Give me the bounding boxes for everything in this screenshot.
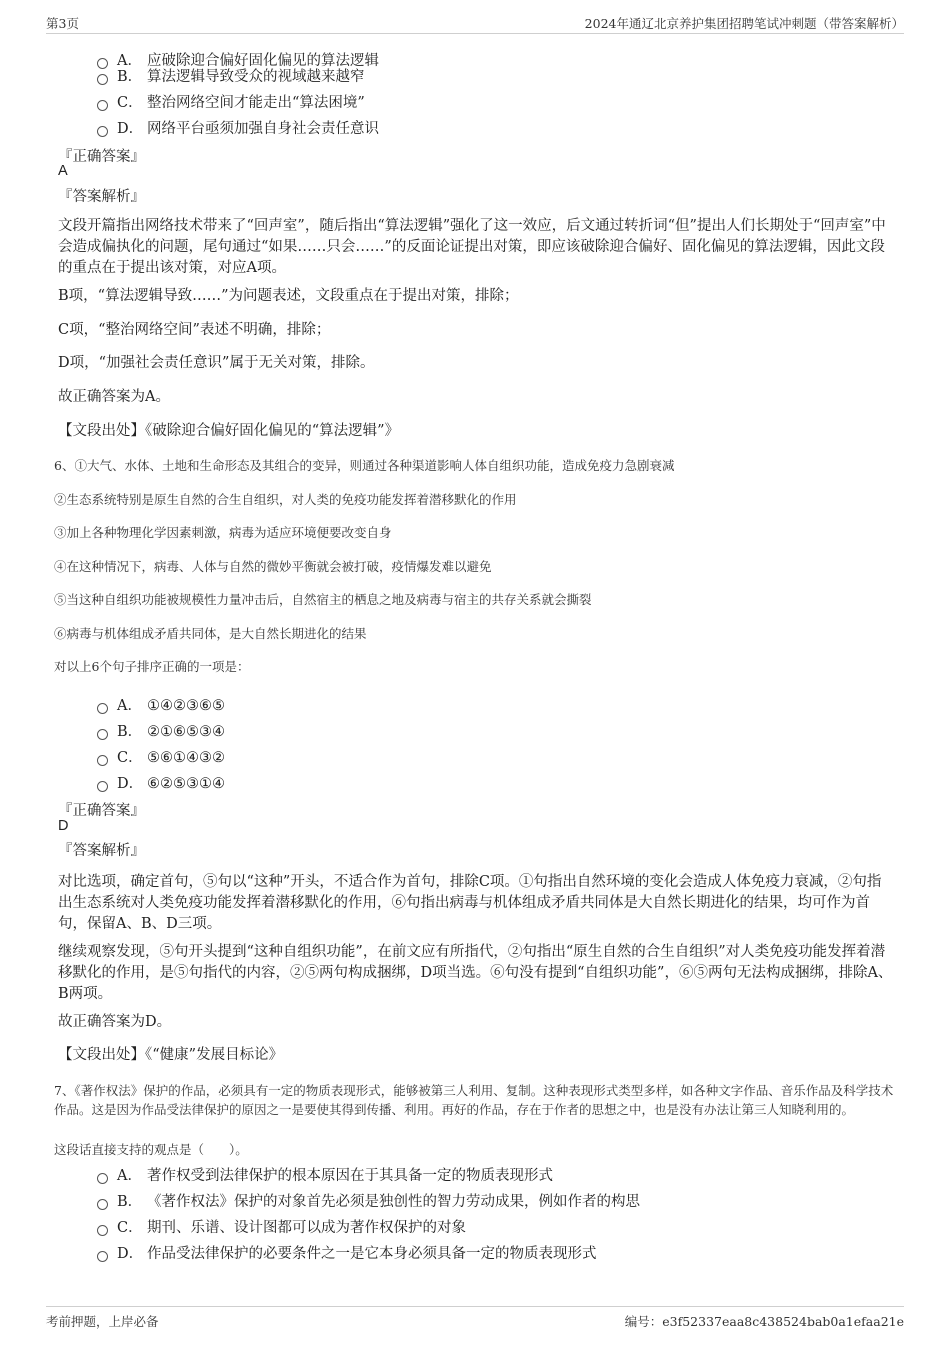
q5-analysis-conclusion: 故正确答案为A。 [58, 389, 170, 405]
q6-answer-label: 『正确答案』 [58, 803, 145, 819]
q5-analysis-paragraph: B项，“算法逻辑导致……”为问题表述，文段重点在于提出对策，排除； [58, 288, 519, 304]
q6-analysis-paragraph: 继续观察发现，⑤句开头提到“这种自组织功能”，在前文应有所指代，②句指出“原生自然的合生自组织”对人类免疫功能发挥着潜移默化的作用，是⑤句指代的内容，②⑤两句构成捆绑，D项当选。⑥句没有提到“自组织功能”，⑥⑤两句无法构成捆绑，排除A、B两项。 [58, 944, 893, 1002]
q6-stem-line: ③加上各种物理化学因素刺激，病毒为适应环境便要改变自身 [54, 525, 392, 540]
q5-source: 【文段出处】《破除迎合偏好固化偏见的“算法逻辑”》 [58, 423, 400, 439]
q6-option-c[interactable]: C． ⑤⑥①④③② [97, 746, 225, 767]
radio-icon[interactable] [97, 74, 108, 85]
radio-icon[interactable] [97, 126, 108, 137]
q6-analysis-paragraph: 对比选项，确定首句，⑤句以“这种”开头，不适合作为首句，排除C项。①句指出自然环境的变化会造成人体免疫力衰减，②句指出生态系统对人类免疫功能发挥着潜移默化的作用，⑥句指出病毒与机体组成矛盾共同体是大自然长期进化的结果，均可作为首句，保留A、B、D三项。 [58, 874, 882, 932]
q7-option-d[interactable]: D． 作品受法律保护的必要条件之一是它本身必须具备一定的物质表现形式 [97, 1242, 597, 1263]
radio-icon[interactable] [97, 100, 108, 111]
document-id: 编号：e3f52337eaa8c438524bab0a1efaa21e [624, 1314, 904, 1329]
q7-option-b[interactable]: B． 《著作权法》保护的对象首先必须是独创性的智力劳动成果，例如作者的构思 [97, 1190, 640, 1211]
q6-analysis-label: 『答案解析』 [58, 843, 145, 859]
q5-analysis-paragraph: 文段开篇指出网络技术带来了“回声室”，随后指出“算法逻辑”强化了这一效应，后文通过转折词“但”提出人们长期处于“回声室”中会造成偏执化的问题，尾句通过“如果……只会……”的反面论证提出对策，即应该破除迎合偏好、固化偏见的算法逻辑，因此文段的重点在于提出该对策，对应A项。 [58, 218, 886, 276]
q7-stem: 7、《著作权法》保护的作品，必须具有一定的物质表现形式，能够被第三人利用、复制。这种表现形式类型多样，如各种文字作品、音乐作品及科学技术作品。这是因为作品受法律保护的原因之一是要使其得到传播、利用。再好的作品，存在于作者的思想之中，也是没有办法让第三人知晓利用的。 [54, 1083, 894, 1117]
q5-analysis-paragraph: D项，“加强社会责任意识”属于无关对策，排除。 [58, 355, 375, 371]
q6-analysis-conclusion: 故正确答案为D。 [58, 1014, 172, 1030]
q7-option-c[interactable]: C． 期刊、乐谱、设计图都可以成为著作权保护的对象 [97, 1216, 466, 1237]
q7-question: 这段话直接支持的观点是（ ）。 [54, 1142, 248, 1157]
q6-stem-line: 6、①大气、水体、土地和生命形态及其组合的变异，则通过各种渠道影响人体自组织功能，造成免疫力急剧衰减 [54, 458, 675, 473]
q6-source: 【文段出处】《“健康”发展目标论》 [58, 1047, 284, 1063]
footer-divider [46, 1306, 904, 1307]
header-divider [46, 33, 904, 34]
q6-question: 对以上6个句子排序正确的一项是： [54, 659, 250, 674]
radio-icon[interactable] [97, 755, 108, 766]
radio-icon[interactable] [97, 1251, 108, 1262]
radio-icon[interactable] [97, 1199, 108, 1210]
q5-option-d[interactable]: D． 网络平台亟须加强自身社会责任意识 [97, 117, 379, 138]
q5-analysis-paragraph: C项，“整治网络空间”表述不明确，排除； [58, 322, 331, 338]
q6-option-a[interactable]: A． ①④②③⑥⑤ [97, 694, 225, 715]
radio-icon[interactable] [97, 1225, 108, 1236]
q6-answer: D [58, 818, 69, 834]
q6-option-b[interactable]: B． ②①⑥⑤③④ [97, 720, 225, 741]
q5-answer-label: 『正确答案』 [58, 149, 145, 165]
q6-option-d[interactable]: D． ⑥②⑤③①④ [97, 772, 225, 793]
q5-option-a[interactable]: A． 应破除迎合偏好固化偏见的算法逻辑 [97, 49, 379, 70]
q5-option-b[interactable]: B． 算法逻辑导致受众的视域越来越窄 [97, 65, 365, 86]
radio-icon[interactable] [97, 703, 108, 714]
footer-slogan: 考前押题，上岸必备 [46, 1314, 159, 1329]
q7-option-a[interactable]: A． 著作权受到法律保护的根本原因在于其具备一定的物质表现形式 [97, 1164, 553, 1185]
radio-icon[interactable] [97, 1173, 108, 1184]
q6-stem-line: ④在这种情况下，病毒、人体与自然的微妙平衡就会被打破，疫情爆发难以避免 [54, 559, 492, 574]
q6-stem-line: ②生态系统特别是原生自然的合生自组织，对人类的免疫功能发挥着潜移默化的作用 [54, 492, 517, 507]
q6-stem-line: ⑥病毒与机体组成矛盾共同体，是大自然长期进化的结果 [54, 626, 367, 641]
radio-icon[interactable] [97, 729, 108, 740]
document-title: 2024年通辽北京养护集团招聘笔试冲刺题（带答案解析） [584, 16, 904, 31]
q5-analysis-label: 『答案解析』 [58, 189, 145, 205]
page-header [46, 14, 904, 32]
q5-answer: A [58, 163, 68, 179]
page-number: 第3页 [46, 16, 79, 31]
radio-icon[interactable] [97, 781, 108, 792]
q5-option-c[interactable]: C． 整治网络空间才能走出“算法困境” [97, 91, 365, 112]
q6-stem-line: ⑤当这种自组织功能被规模性力量冲击后，自然宿主的栖息之地及病毒与宿主的共存关系就会撕裂 [54, 592, 592, 607]
